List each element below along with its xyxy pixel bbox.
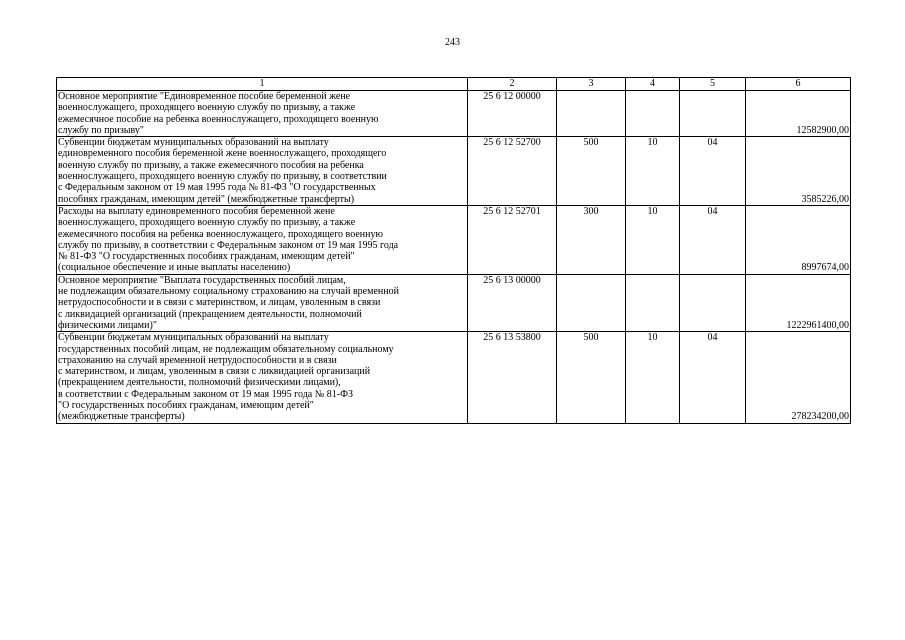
row-col3 — [557, 91, 626, 137]
row-col5 — [680, 91, 746, 137]
row-code: 25 6 12 52700 — [468, 137, 557, 206]
column-header: 6 — [746, 78, 851, 91]
table-row — [57, 332, 851, 423]
row-col5: 04 — [680, 137, 746, 206]
row-col3 — [557, 274, 626, 331]
row-amount: 1222961400,00 — [746, 274, 851, 331]
row-description: Основное мероприятие "Единовременное пособие беременной жене военнослужащего, проходящего военную службу по призыву, а также ежемесячное пособие на ребенка военнослужащего, проходящего военную службу по призыву" — [57, 91, 468, 137]
row-col4: 10 — [626, 137, 680, 206]
row-col4: 10 — [626, 332, 680, 423]
row-col3: 500 — [557, 137, 626, 206]
row-col5: 04 — [680, 332, 746, 423]
row-amount: 278234200,00 — [746, 332, 851, 423]
row-description: Субвенции бюджетам муниципальных образований на выплату государственных пособий лицам, не подлежащим обязательному социальному страхованию на случай временной нетрудоспособности и в связи с материнством, и лицам, уволенным в связи с ликвидацией организаций (прекращением деятельности, полномочий физическими лицами), в соответствии с Федеральным законом от 19 мая 1995 года № 81-ФЗ "О государственных пособиях гражданам, имеющим детей" (межбюджетные трансферты) — [57, 332, 468, 423]
row-description: Субвенции бюджетам муниципальных образований на выплату единовременного пособия беременной жене военнослужащего, проходящего военную службу по призыву, а также ежемесячного пособия на ребенка военнослужащего, проходящего военную службу по призыву, в соответствии с Федеральным законом от 19 мая 1995 года № 81-ФЗ "О государственных пособиях гражданам, имеющим детей" (межбюджетные трансферты) — [57, 137, 468, 206]
row-amount: 12582900,00 — [746, 91, 851, 137]
row-col3: 300 — [557, 205, 626, 274]
table-row — [57, 137, 851, 206]
row-col4 — [626, 274, 680, 331]
table-row — [57, 205, 851, 274]
row-col4 — [626, 91, 680, 137]
table-row — [57, 91, 851, 137]
row-amount: 3585226,00 — [746, 137, 851, 206]
row-code: 25 6 13 53800 — [468, 332, 557, 423]
budget-table — [56, 77, 851, 424]
table-header-row — [57, 78, 851, 91]
column-header: 4 — [626, 78, 680, 91]
column-header: 5 — [680, 78, 746, 91]
page-number: 243 — [445, 37, 460, 48]
row-col4: 10 — [626, 205, 680, 274]
row-code: 25 6 13 00000 — [468, 274, 557, 331]
row-description: Расходы на выплату единовременного пособия беременной жене военнослужащего, проходящего военную службу по призыву, а также ежемесячного пособия на ребенка военнослужащего, проходящего военную службу по призыву, в соответствии с Федеральным законом от 19 мая 1995 года № 81-ФЗ "О государственных пособиях гражданам, имеющим детей" (социальное обеспечение и иные выплаты населению) — [57, 205, 468, 274]
table-row — [57, 274, 851, 331]
row-col3: 500 — [557, 332, 626, 423]
row-description: Основное мероприятие "Выплата государственных пособий лицам, не подлежащим обязательному социальному страхованию на случай временной нетрудоспособности и в связи с материнством, и лицам, уволенным в связи с ликвидацией организаций (прекращением деятельности, полномочий физическими лицами)" — [57, 274, 468, 331]
column-header: 1 — [57, 78, 468, 91]
row-code: 25 6 12 52701 — [468, 205, 557, 274]
row-col5: 04 — [680, 205, 746, 274]
row-code: 25 6 12 00000 — [468, 91, 557, 137]
column-header: 2 — [468, 78, 557, 91]
row-col5 — [680, 274, 746, 331]
column-header: 3 — [557, 78, 626, 91]
row-amount: 8997674,00 — [746, 205, 851, 274]
